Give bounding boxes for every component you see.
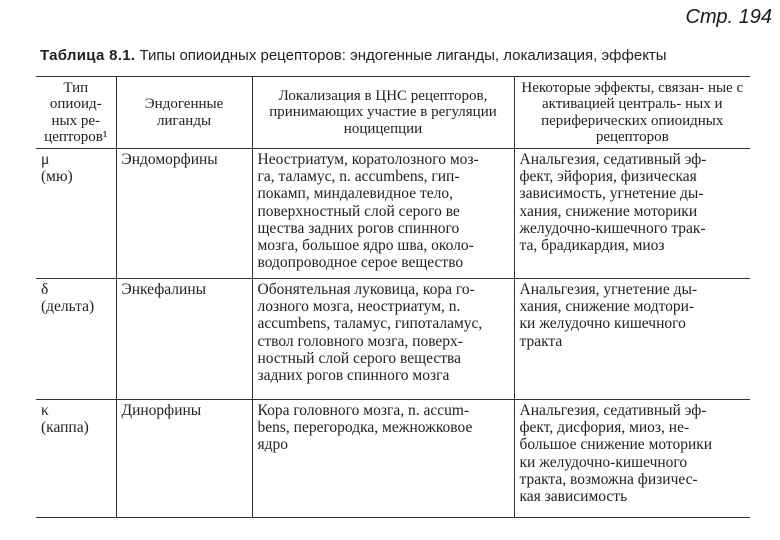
receptor-name: (каппа) xyxy=(41,419,89,437)
localization-line: ствол головного мозга, поверх- xyxy=(257,332,463,350)
cell-localization xyxy=(252,149,514,279)
effects-line: тракта, возможна физичес- xyxy=(519,470,698,488)
header-text-line: Тип xyxy=(63,79,89,96)
effects-line: хания, снижение моторики xyxy=(519,202,698,220)
table-row-mu xyxy=(36,149,750,279)
table-header-row xyxy=(36,77,750,149)
header-effects xyxy=(514,77,750,149)
localization-line: покамп, миндалевидное тело, xyxy=(257,185,453,203)
effects-line: фект, дисфория, миоз, не- xyxy=(519,419,690,437)
effects-line: хания, снижение модтори- xyxy=(519,298,695,316)
effects-line: тракта xyxy=(519,332,563,350)
cell-ligand xyxy=(116,149,252,279)
cell-effects xyxy=(514,149,750,279)
table-caption-number: Таблица 8.1. xyxy=(40,47,136,64)
effects-line: фект, эйфория, физическая xyxy=(519,168,697,186)
ligand-name: Энкефалины xyxy=(121,281,207,298)
localization-line: accumbens, таламус, гипоталамус, xyxy=(257,315,483,333)
localization-line: мозга, большое ядро шва, около- xyxy=(257,237,474,255)
opioid-receptor-table xyxy=(36,76,750,518)
cell-effects xyxy=(514,400,750,518)
effects-line: Анальгезия, седативный эф- xyxy=(519,402,707,419)
header-cns-localization xyxy=(252,77,514,149)
receptor-symbol: κ xyxy=(41,402,49,419)
header-receptor-type xyxy=(36,77,116,149)
localization-line: водопроводное серое вещество xyxy=(257,254,464,272)
localization-line: лозного мозга, неостриатум, n. xyxy=(257,298,461,316)
localization-line: ядро xyxy=(257,436,289,454)
cell-ligand xyxy=(116,400,252,518)
table-caption-text: Типы опиоидных рецепторов: эндогенные лиганды, локализация, эффекты xyxy=(139,47,667,64)
effects-line: та, брадикардия, миоз xyxy=(519,237,665,255)
receptor-name: (мю) xyxy=(41,168,73,186)
ligand-name: Эндоморфины xyxy=(121,151,218,168)
cell-effects xyxy=(514,279,750,400)
ligand-name: Динорфины xyxy=(121,402,202,419)
table-row-kappa xyxy=(36,400,750,518)
cell-ligand xyxy=(116,279,252,400)
header-text-line: опиоид- xyxy=(49,96,102,112)
cell-localization xyxy=(252,279,514,400)
cell-receptor-type xyxy=(36,279,116,400)
localization-line: Обонятельная луковица, кора го- xyxy=(257,281,475,298)
cell-localization xyxy=(252,400,514,518)
effects-line: Анальгезия, угнетение ды- xyxy=(519,281,698,298)
effects-line: Анальгезия, седативный эф- xyxy=(519,151,707,168)
header-endogenous-ligands xyxy=(116,77,252,149)
localization-line: щества задних рогов спинного xyxy=(257,219,460,237)
receptor-symbol: μ xyxy=(41,151,50,168)
effects-line: ки желудочно-кишечного xyxy=(519,453,688,471)
effects-line: кая зависимость xyxy=(519,488,628,506)
header-text-line: принимающих участие xyxy=(269,104,417,121)
receptor-symbol: δ xyxy=(41,281,49,298)
localization-line: Кора головного мозга, n. accum- xyxy=(257,402,470,419)
page-number: Стр. 194 xyxy=(685,6,772,28)
header-text-line: лиганды xyxy=(156,112,212,129)
header-text-line: Эндогенные xyxy=(144,96,224,112)
effects-line: зависимость, угнетение ды- xyxy=(519,185,704,203)
cell-receptor-type xyxy=(36,149,116,279)
header-text-line: цепторов¹ xyxy=(44,129,108,145)
header-text-line: Некоторые эффекты, связан- xyxy=(521,79,705,96)
localization-line: поверхностный слой серого ве xyxy=(257,202,460,220)
localization-line: задних рогов спинного мозга xyxy=(257,367,450,385)
effects-line: ки желудочно кишечного xyxy=(519,315,686,333)
table-row-delta xyxy=(36,279,750,400)
header-text-line: Локализация в ЦНС рецепторов, xyxy=(278,87,488,104)
header-text-line: ных ре- xyxy=(51,112,100,129)
receptor-name: (дельта) xyxy=(41,298,95,316)
cell-receptor-type xyxy=(36,400,116,518)
table-caption xyxy=(40,47,667,64)
localization-line: Неостриатум, коратолозного моз- xyxy=(257,151,479,168)
header-text-line: ные с активацией централь- xyxy=(541,79,744,112)
localization-line: га, таламус, n. accumbens, гип- xyxy=(257,168,460,186)
localization-line: ностный слой серого вещества xyxy=(257,349,461,367)
header-text-line: ных и периферических xyxy=(541,96,723,129)
localization-line: bens, перегородка, межножковое xyxy=(257,419,473,437)
header-text-line: в регуляции ноцицепции xyxy=(343,104,497,137)
effects-line: желудочно-кишечного трак- xyxy=(519,219,706,237)
effects-line: большое снижение моторики xyxy=(519,436,713,454)
header-text-line: опиоидных рецепторов xyxy=(595,112,724,145)
